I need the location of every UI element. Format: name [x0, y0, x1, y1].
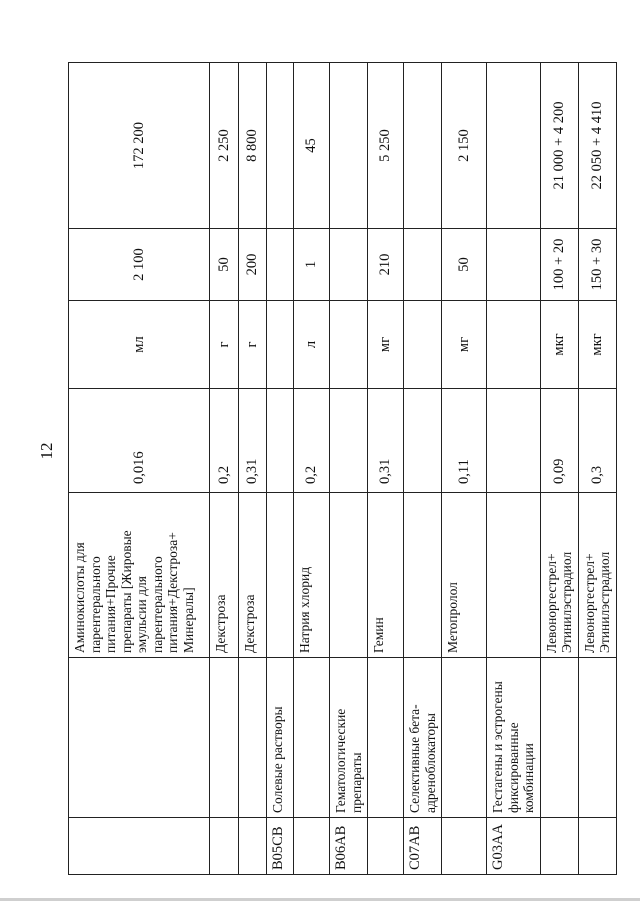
dose-cell: [267, 229, 294, 301]
group-cell: Гематологические препараты: [330, 658, 368, 818]
rotated-table-container: [68, 63, 613, 875]
dose-cell: 50: [210, 229, 239, 301]
table-row: [442, 63, 487, 875]
total-cell: [404, 63, 442, 229]
unit-cell: мг: [442, 301, 487, 389]
table-row: [69, 63, 210, 875]
code-cell: C07AB: [404, 818, 442, 875]
ddd-cell: 0,2: [210, 389, 239, 493]
code-cell: [442, 818, 487, 875]
name-cell: Левоноргестрел+ Этинилэстрадиол: [578, 493, 616, 658]
total-cell: 172 200: [69, 63, 210, 229]
total-cell: 22 050 + 4 410: [578, 63, 616, 229]
ddd-cell: 0,11: [442, 389, 487, 493]
ddd-cell: [267, 389, 294, 493]
table-row: [368, 63, 404, 875]
name-cell: Натрия хлорид: [294, 493, 330, 658]
table-row: [540, 63, 578, 875]
dose-cell: 150 + 30: [578, 229, 616, 301]
dose-cell: 200: [239, 229, 267, 301]
group-cell: Гестагены и эстрогены фиксированные комбинации: [487, 658, 541, 818]
code-cell: [294, 818, 330, 875]
ddd-cell: 0,31: [239, 389, 267, 493]
table-row: [239, 63, 267, 875]
code-cell: B05CB: [267, 818, 294, 875]
dose-cell: [487, 229, 541, 301]
total-cell: 2 250: [210, 63, 239, 229]
name-cell: [267, 493, 294, 658]
scan-edge: [0, 898, 640, 901]
table-row: [404, 63, 442, 875]
drug-table: [68, 62, 617, 875]
code-cell: B06AB: [330, 818, 368, 875]
group-cell: [442, 658, 487, 818]
dose-cell: [404, 229, 442, 301]
name-cell: Аминокислоты для парентерального питания+Прочие препараты [Жировые эмульсии для парентерального питания+Декстроза+ Минералы]: [69, 493, 210, 658]
code-cell: [239, 818, 267, 875]
code-cell: [578, 818, 616, 875]
code-cell: [540, 818, 578, 875]
unit-cell: [267, 301, 294, 389]
total-cell: 21 000 + 4 200: [540, 63, 578, 229]
table-row: [294, 63, 330, 875]
table-row: [210, 63, 239, 875]
group-cell: Селективные бета-адреноблокаторы: [404, 658, 442, 818]
dose-cell: 210: [368, 229, 404, 301]
group-cell: [578, 658, 616, 818]
table-row: [330, 63, 368, 875]
page-number: 12: [37, 442, 56, 460]
unit-cell: л: [294, 301, 330, 389]
unit-cell: г: [210, 301, 239, 389]
name-cell: Декстроза: [239, 493, 267, 658]
ddd-cell: [404, 389, 442, 493]
name-cell: [404, 493, 442, 658]
dose-cell: 2 100: [69, 229, 210, 301]
ddd-cell: [487, 389, 541, 493]
unit-cell: мг: [368, 301, 404, 389]
dose-cell: 100 + 20: [540, 229, 578, 301]
table-row: [578, 63, 616, 875]
unit-cell: мкг: [540, 301, 578, 389]
name-cell: Декстроза: [210, 493, 239, 658]
code-cell: [368, 818, 404, 875]
group-cell: [210, 658, 239, 818]
ddd-cell: 0,09: [540, 389, 578, 493]
total-cell: 5 250: [368, 63, 404, 229]
unit-cell: г: [239, 301, 267, 389]
table-body: [69, 63, 617, 875]
dose-cell: 1: [294, 229, 330, 301]
group-cell: Солевые растворы: [267, 658, 294, 818]
name-cell: Метопролол: [442, 493, 487, 658]
ddd-cell: 0,3: [578, 389, 616, 493]
dose-cell: [330, 229, 368, 301]
name-cell: Левоноргестрел+ Этинилэстрадиол: [540, 493, 578, 658]
total-cell: [487, 63, 541, 229]
group-cell: [294, 658, 330, 818]
ddd-cell: 0,31: [368, 389, 404, 493]
ddd-cell: [330, 389, 368, 493]
name-cell: [330, 493, 368, 658]
group-cell: [540, 658, 578, 818]
code-cell: [210, 818, 239, 875]
total-cell: [330, 63, 368, 229]
name-cell: [487, 493, 541, 658]
group-cell: [239, 658, 267, 818]
total-cell: 2 150: [442, 63, 487, 229]
code-cell: [69, 818, 210, 875]
name-cell: Гемин: [368, 493, 404, 658]
table-row: [267, 63, 294, 875]
total-cell: [267, 63, 294, 229]
table-row: [487, 63, 541, 875]
unit-cell: мкг: [578, 301, 616, 389]
dose-cell: 50: [442, 229, 487, 301]
total-cell: 45: [294, 63, 330, 229]
code-cell: G03AA: [487, 818, 541, 875]
unit-cell: [487, 301, 541, 389]
unit-cell: [404, 301, 442, 389]
group-cell: [368, 658, 404, 818]
total-cell: 8 800: [239, 63, 267, 229]
unit-cell: мл: [69, 301, 210, 389]
ddd-cell: 0,016: [69, 389, 210, 493]
ddd-cell: 0,2: [294, 389, 330, 493]
unit-cell: [330, 301, 368, 389]
group-cell: [69, 658, 210, 818]
